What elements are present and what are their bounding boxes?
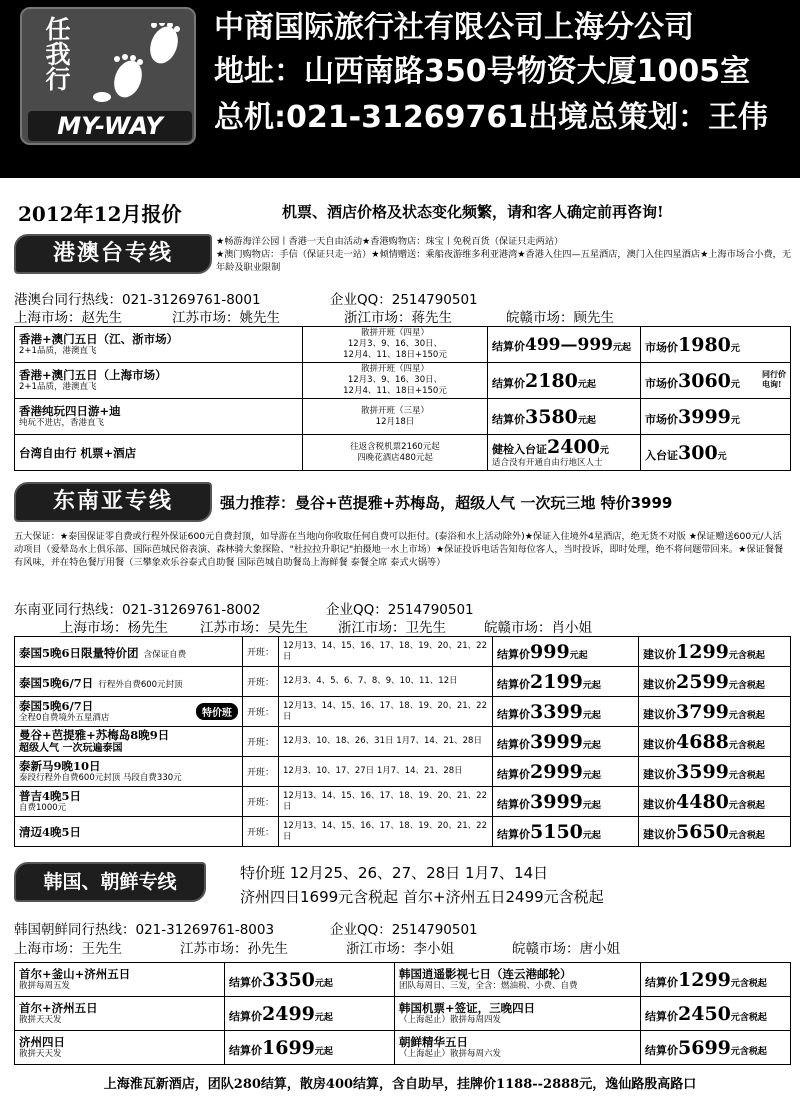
korea-hotline: 韩国朝鲜同行热线：021-31269761-8003 bbox=[14, 922, 275, 938]
table-row: 香港纯玩四日游+迪 纯玩不进店，香港直飞 散拼开班（三星） 12月18日 结算价3580元起 市场价3999元 bbox=[15, 399, 791, 435]
korea-qq: 企业QQ：2514790501 bbox=[330, 922, 478, 938]
logo-chinese: 任我行 bbox=[45, 15, 71, 94]
banner-hkmt: 港澳台专线 bbox=[14, 234, 212, 274]
table-row: 普吉4晚5日 自费1000元 开班： 12月13、14、15、16、17、18、19、20、21、22日 结算价3999元起 建议价4480元含税起 bbox=[15, 787, 791, 817]
table-row: 首尔+釜山+济州五日 散拼每周五发 结算价3350元起 韩国逍遥影视七日（连云港邮轮） 团队每周日、三发，全含：燃油税、小费、自费 结算价1299元含税起 bbox=[15, 963, 791, 997]
banner-sea: 东南亚专线 bbox=[14, 482, 212, 522]
company-name: 中商国际旅行社有限公司上海分公司 bbox=[214, 10, 694, 45]
banner-korea: 韩国、朝鲜专线 bbox=[14, 862, 206, 902]
table-row: 泰新马9晚10日 泰段行程外自费600元封顶 马段自费330元 开班： 12月3、10、17、27日 1月7、14、21、28日 结算价2999元起 建议价3599元含税起 bbox=[15, 757, 791, 787]
table-row: 泰国5晚6/7日 全程0自费境外五星酒店 特价班 开班： 12月13、14、15、16、17、18、19、20、21、22日 结算价3399元起 建议价3799元含税起 bbox=[15, 697, 791, 727]
table-row: 泰国5晚6日限量特价团 含保证自费 开班： 12月13、14、15、16、17、18、19、20、21、22日 结算价999元起 建议价1299元含税起 bbox=[15, 637, 791, 667]
table-row: 台湾自由行 机票+酒店 往返含税机票2160元起 四晚花酒店480元起 健检入台证2400元 适合没有开通自由行地区人士 入台证300元 bbox=[15, 435, 791, 471]
sea-guarantees: 五大保证：★泰国保证零自费或行程外保证600元自费封顶，如导游在当地向你收取任何自费可以拒付。(泰浴和水上活动除外)★保证入住境外4星酒店，绝无货不对版 ★保证赠送600元/人活动项目（爱晕岛水上俱乐部、国际芭城民俗表演、森林骑大象探险、"杜拉拉升职记"拍摄地一水上市场）★保证投诉电话告知每位客人，当时投诉，即时处理，绝不将问题带回来。★保证餐餐有风味，并在特色餐厅用餐（三攀象欢乐谷泰式自助餐 国际芭城自助餐岛上海鲜餐 泰餐全席 泰式火锅等） bbox=[14, 531, 784, 568]
footprints-icon bbox=[92, 23, 192, 103]
korea-contact-js: 江苏市场：孙先生 bbox=[180, 941, 288, 957]
special-offer-badge: 特价班 bbox=[196, 703, 238, 720]
table-row: 济州四日 散拼天天发 结算价1699元起 朝鲜精华五日 （上海起止）散拼每周六发 结算价5699元含税起 bbox=[15, 1031, 791, 1065]
logo-english: MY-WAY bbox=[28, 111, 192, 141]
hkmt-contact-zj: 浙江市场：蒋先生 bbox=[344, 310, 452, 326]
korea-table bbox=[14, 962, 791, 1065]
sea-qq: 企业QQ：2514790501 bbox=[326, 602, 474, 618]
hkmt-qq: 企业QQ：2514790501 bbox=[330, 292, 478, 308]
hkmt-note-1: ★畅游海洋公园丨香港一天自由活动★香港购物店：珠宝丨免税百货（保证只走两站） bbox=[216, 236, 564, 247]
hkmt-contact-wg: 皖赣市场：顾先生 bbox=[506, 310, 614, 326]
korea-contact-wg: 皖赣市场：唐小姐 bbox=[512, 941, 620, 957]
company-phone: 总机:021-31269761出境总策划：王伟 bbox=[214, 100, 769, 135]
sea-contact-wg: 皖赣市场：肖小姐 bbox=[484, 620, 592, 636]
table-row: 香港+澳门五日（江、浙市场） 2+1品质，港澳直飞 散拼开班（四星） 12月3、9、16、30日、 12月4、11、18日+150元 结算价499—999元起 市场价1980元 bbox=[15, 327, 791, 363]
hkmt-hotline: 港澳台同行热线：021-31269761-8001 bbox=[14, 292, 261, 308]
sea-promo: 强力推荐：曼谷+芭提雅+苏梅岛，超级人气 一次玩三地 特价3999 bbox=[220, 494, 673, 512]
korea-promo-dates: 特价班 12月25、26、27、28日 1月7、14日 bbox=[240, 864, 549, 882]
hkmt-table bbox=[14, 326, 791, 471]
price-inquiry-note: 同行价电询! bbox=[762, 369, 786, 389]
table-row: 首尔+济州五日 散拼天天发 结算价2499元起 韩国机票+签证，三晚四日 （上海起止）散拼每周四发 结算价2450元含税起 bbox=[15, 997, 791, 1031]
footer-hotel-ad: 上海淮瓦新酒店，团队280结算，散房400结算，含自助早，挂牌价1188--2888元，逸仙路殷高路口 bbox=[103, 1077, 697, 1092]
hkmt-note-2: ★澳门购物店：手信（保证只走一站）★倾情赠送：乘船夜游维多利亚港湾★香港入住四—五星酒店，澳门入住四星酒店★上海市场合小费，无年龄及职业限制 bbox=[216, 249, 792, 273]
table-row: 香港+澳门五日（上海市场） 2+1品质，港澳直飞 散拼开班（四星） 12月3、9、16、30日、 12月4、11、18日+150元 结算价2180元起 市场价3060元 同行价电询! bbox=[15, 363, 791, 399]
sea-contact-sh: 上海市场：杨先生 bbox=[60, 620, 168, 636]
sea-table bbox=[14, 636, 791, 847]
table-row: 泰国5晚6/7日 行程外自费600元封顶 开班： 12月3、4、5、6、7、8、9、10、11、12日 结算价2199元起 建议价2599元含税起 bbox=[15, 667, 791, 697]
company-address: 地址：山西南路350号物资大厦1005室 bbox=[214, 54, 751, 89]
korea-contact-zj: 浙江市场：李小姐 bbox=[346, 941, 454, 957]
price-notice: 机票、酒店价格及状态变化频繁，请和客人确定前再咨询! bbox=[282, 203, 664, 221]
korea-promo-prices: 济州四日1699元含税起 首尔+济州五日2499元含税起 bbox=[240, 888, 604, 906]
sea-hotline: 东南亚同行热线：021-31269761-8002 bbox=[14, 602, 261, 618]
sea-contact-zj: 浙江市场：卫先生 bbox=[338, 620, 446, 636]
sea-contact-js: 江苏市场：吴先生 bbox=[200, 620, 308, 636]
month-title: 2012年12月报价 bbox=[18, 202, 182, 226]
hkmt-contact-js: 江苏市场：姚先生 bbox=[172, 310, 280, 326]
header-wave bbox=[0, 150, 800, 190]
hkmt-contact-sh: 上海市场：赵先生 bbox=[14, 310, 122, 326]
logo bbox=[20, 7, 196, 145]
table-row: 曼谷+芭提雅+苏梅岛8晚9日 超级人气 一次玩遍泰国 开班： 12月3、10、18、26、31日 1月7、14、21、28日 结算价3999元起 建议价4688元含税起 bbox=[15, 727, 791, 757]
table-row: 清迈4晚5日 开班： 12月13、14、15、16、17、18、19、20、21、22日 结算价5150元起 建议价5650元含税起 bbox=[15, 817, 791, 847]
korea-contact-sh: 上海市场：王先生 bbox=[14, 941, 122, 957]
